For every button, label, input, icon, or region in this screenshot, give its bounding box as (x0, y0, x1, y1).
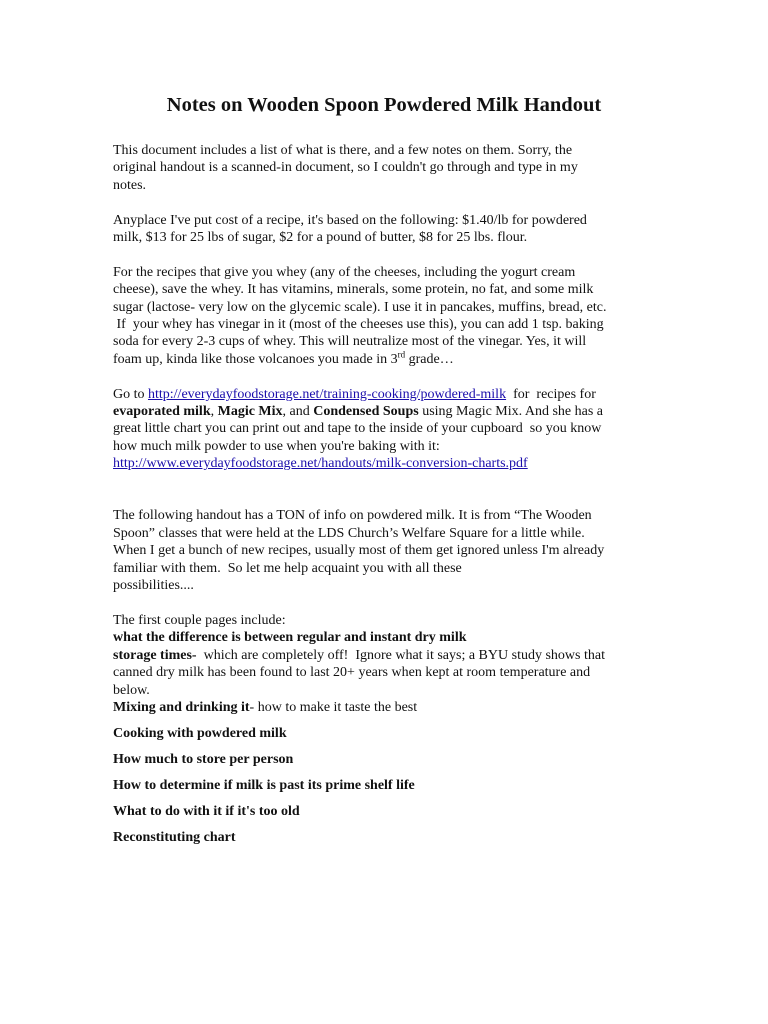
following-line: possibilities.... (113, 578, 194, 594)
contents-item-too-old (113, 803, 658, 820)
ordinal-suffix: rd (397, 349, 406, 360)
contents-item-label: Cooking with powdered milk (113, 725, 287, 741)
contents-item-note: which are completely off! Ignore what it says; a BYU study shows that (196, 647, 605, 663)
goto-line: great little chart you can print out and tape to the inside of your cupboard so you know (113, 421, 602, 437)
page-title: Notes on Wooden Spoon Powdered Milk Handout (166, 94, 602, 116)
powdered-milk-recipes-link[interactable]: http://everydayfoodstorage.net/training-cooking/powdered-milk (148, 386, 507, 402)
intro-paragraph (113, 142, 658, 194)
goto-line: how much milk powder to use when you're baking with it: (113, 438, 440, 454)
whey-paragraph (113, 264, 658, 368)
cost-line: Anyplace I've put cost of a recipe, it's based on the following: $1.40/lb for powdered (113, 212, 587, 228)
contents-item-label: How to determine if milk is past its prime shelf life (113, 777, 415, 793)
contents-item-label: Mixing and drinking it (113, 699, 250, 715)
following-line: Spoon” classes that were held at the LDS Church’s Welfare Square for a little while. (113, 525, 585, 541)
contents-item-mixing (113, 699, 658, 716)
contents-intro: The first couple pages include: (113, 612, 286, 628)
contents-item-label: what the difference is between regular and instant dry milk (113, 630, 467, 646)
goto-paragraph (113, 386, 658, 473)
whey-line: soda for every 2-3 cups of whey. This will neutralize most of the vinegar. Yes, it will (113, 334, 587, 350)
goto-after-link: for recipes for (506, 386, 596, 402)
condensed-soups-label: Condensed Soups (313, 404, 419, 420)
contents-item-label: storage times- (113, 647, 197, 663)
contents-list (113, 612, 658, 846)
contents-item-dry-milk-difference (113, 629, 658, 646)
whey-line: foam up, kinda like those volcanoes you made in 3 (113, 351, 398, 367)
goto-and: , and (282, 404, 314, 420)
following-line: When I get a bunch of new recipes, usually most of them get ignored unless I'm already (113, 543, 605, 559)
contents-item-note: - how to make it taste the best (249, 699, 418, 715)
goto-prefix: Go to (113, 386, 148, 402)
contents-item-reconstituting (113, 829, 658, 846)
goto-comma: , (210, 404, 218, 420)
contents-item-label: What to do with it if it's too old (113, 803, 300, 819)
whey-line: For the recipes that give you whey (any of the cheeses, including the yogurt cream (113, 264, 576, 280)
following-paragraph (113, 507, 658, 594)
evaporated-milk-label: evaporated milk (113, 404, 211, 420)
magic-mix-label: Magic Mix (217, 404, 283, 420)
contents-item-note-line: canned dry milk has been found to last 20+ years when kept at room temperature and (113, 665, 591, 681)
contents-item-label: How much to store per person (113, 751, 294, 767)
whey-line: If your whey has vinegar in it (most of the cheeses use this), you can add 1 tsp. baking (113, 317, 604, 333)
goto-rest: using Magic Mix. And she has a (418, 404, 604, 420)
contents-item-shelf-life (113, 777, 658, 794)
whey-line: cheese), save the whey. It has vitamins, minerals, some protein, no fat, and some milk (113, 282, 594, 298)
following-line: The following handout has a TON of info on powdered milk. It is from “The Wooden (113, 508, 592, 524)
intro-line: notes. (113, 177, 147, 193)
whey-line: grade… (405, 351, 454, 367)
following-line: familiar with them. So let me help acquaint you with all these (113, 560, 462, 576)
contents-item-cooking (113, 725, 658, 742)
contents-item-storage-times (113, 647, 658, 664)
document-body (113, 142, 658, 846)
cost-line: milk, $13 for 25 lbs of sugar, $2 for a pound of butter, $8 for 25 lbs. flour. (113, 230, 528, 246)
whey-line: sugar (lactose- very low on the glycemic scale). I use it in pancakes, muffins, bread, etc. (113, 299, 607, 315)
contents-item-note-line: below. (113, 682, 150, 698)
intro-line: original handout is a scanned-in document, so I couldn't go through and type in my (113, 160, 578, 176)
cost-paragraph (113, 212, 658, 247)
contents-item-label: Reconstituting chart (113, 829, 236, 845)
intro-line: This document includes a list of what is there, and a few notes on them. Sorry, the (113, 143, 573, 158)
contents-item-how-much (113, 751, 658, 768)
milk-conversion-chart-link[interactable]: http://www.everydayfoodstorage.net/handouts/milk-conversion-charts.pdf (113, 456, 528, 472)
